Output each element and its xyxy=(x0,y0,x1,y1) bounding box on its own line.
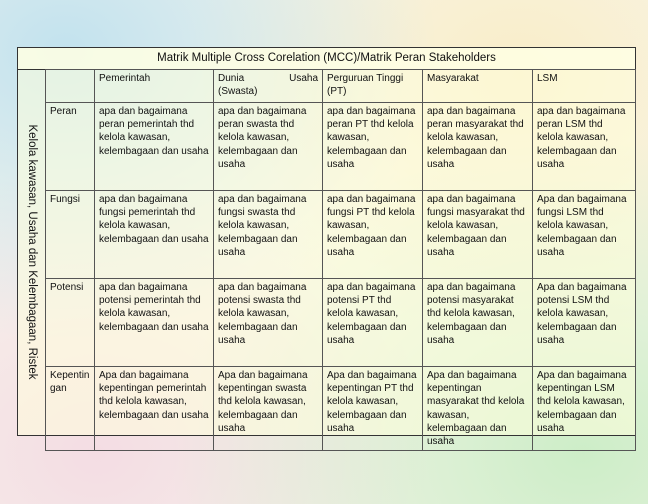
slide-frame xyxy=(17,47,636,448)
header-row xyxy=(46,70,636,103)
row-label-kepentingan: Kepentingan xyxy=(46,367,95,451)
row-label-potensi: Potensi xyxy=(46,279,95,367)
stakeholder-matrix-table xyxy=(45,69,636,451)
table-cell: apa dan bagaimana fungsi PT thd kelola kawasan, kelembagaan dan usaha xyxy=(323,191,423,279)
header-cell-perguruan-tinggi: Perguruan Tinggi (PT) xyxy=(323,70,423,103)
header-cell-corner xyxy=(46,70,95,103)
row-label-fungsi: Fungsi xyxy=(46,191,95,279)
header-cell-lsm: LSM xyxy=(533,70,636,103)
header-cell-swasta: Dunia Usaha (Swasta) xyxy=(214,70,323,103)
matrix-title: Matrik Multiple Cross Corelation (MCC)/Matrik Peran Stakeholders xyxy=(18,48,635,70)
table-cell: Apa dan bagaimana potensi LSM thd kelola kawasan, kelembagaan dan usaha xyxy=(533,279,636,367)
table-cell: apa dan bagaimana peran pemerintah thd kelola kawasan, kelembagaan dan usaha xyxy=(95,103,214,191)
table-cell: apa dan bagaimana peran swasta thd kelola kawasan, kelembagaan dan usaha xyxy=(214,103,323,191)
table-row-peran xyxy=(46,103,636,191)
header-cell-masyarakat: Masyarakat xyxy=(423,70,533,103)
table-row-fungsi xyxy=(46,191,636,279)
table-row-kepentingan xyxy=(46,367,636,451)
table-cell: Apa dan bagaimana kepentingan LSM thd kelola kawasan, kelembagaan dan usaha xyxy=(533,367,636,451)
table-cell: apa dan bagaimana fungsi pemerintah thd kelola kawasan, kelembagaan dan usaha xyxy=(95,191,214,279)
table-cell: Apa dan bagaimana kepentingan PT thd kelola kawasan, kelembagaan dan usaha xyxy=(323,367,423,451)
header-cell-pemerintah: Pemerintah xyxy=(95,70,214,103)
table-row-potensi xyxy=(46,279,636,367)
side-label-column xyxy=(18,69,46,435)
row-label-peran: Peran xyxy=(46,103,95,191)
table-cell: apa dan bagaimana potensi pemerintah thd kelola kawasan, kelembagaan dan usaha xyxy=(95,279,214,367)
table-cell: apa dan bagaimana peran PT thd kelola kawasan, kelembagaan dan usaha xyxy=(323,103,423,191)
table-cell: Apa dan bagaimana kepentingan swasta thd kelola kawasan, kelembagaan dan usaha xyxy=(214,367,323,451)
table-cell: apa dan bagaimana peran masyarakat thd kelola kawasan, kelembagaan dan usaha xyxy=(423,103,533,191)
table-cell: apa dan bagaimana fungsi swasta thd kelola kawasan, kelembagaan dan usaha xyxy=(214,191,323,279)
table-cell: apa dan bagaimana peran LSM thd kelola kawasan, kelembagaan dan usaha xyxy=(533,103,636,191)
table-cell: Apa dan bagaimana fungsi LSM thd kelola kawasan, kelembagaan dan usaha xyxy=(533,191,636,279)
table-cell: Apa dan bagaimana kepentingan pemerintah thd kelola kawasan, kelembagaan dan usaha xyxy=(95,367,214,451)
table-cell: apa dan bagaimana potensi PT thd kelola kawasan, kelembagaan dan usaha xyxy=(323,279,423,367)
side-label: Kelola kawasan, Usaha dan Kelembagaan, Ristek xyxy=(25,124,38,380)
table-cell: apa dan bagaimana potensi swasta thd kelola kawasan, kelembagaan dan usaha xyxy=(214,279,323,367)
table-cell: Apa dan bagaimana kepentingan masyarakat thd kelola kawasan, kelembagaan dan usaha xyxy=(423,367,533,451)
table-cell: apa dan bagaimana potensi masyarakat thd kelola kawasan, kelembagaan dan usaha xyxy=(423,279,533,367)
table-cell: apa dan bagaimana fungsi masyarakat thd kelola kawasan, kelembagaan dan usaha xyxy=(423,191,533,279)
